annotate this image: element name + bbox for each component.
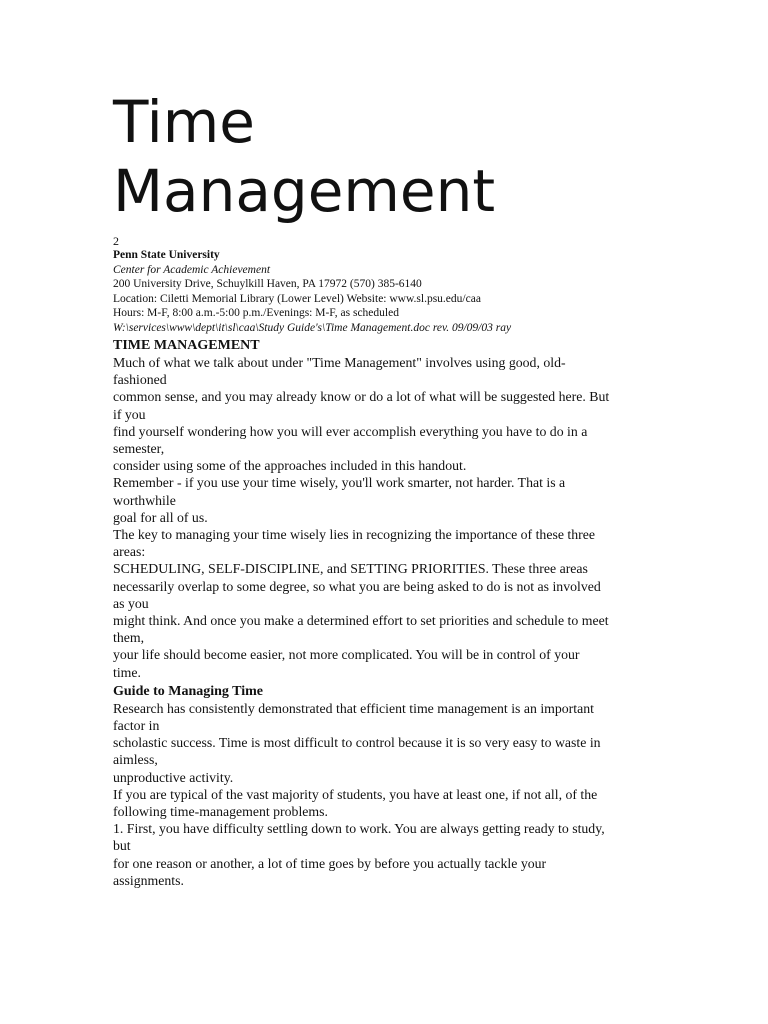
text-line: The key to managing your time wisely lies in recognizing the importance of these three <box>113 527 595 543</box>
text-line: common sense, and you may already know or do a lot of what will be suggested here. But <box>113 389 610 405</box>
text-line: for one reason or another, a lot of time goes by before you actually tackle your <box>113 855 547 871</box>
text-line: necessarily overlap to some degree, so what you are being asked to do is not as involved <box>113 578 601 594</box>
text-line: areas: <box>113 544 146 560</box>
text-line: assignments. <box>113 872 184 888</box>
text-line: Research has consistently demonstrated that efficient time management is an important <box>113 700 594 716</box>
section-heading-time-management: TIME MANAGEMENT <box>113 338 260 353</box>
text-line: consider using some of the approaches included in this handout. <box>113 458 467 474</box>
text-line: as you <box>113 595 149 611</box>
text-line: unproductive activity. <box>113 769 234 785</box>
text-line: scholastic success. Time is most difficult to control because it is so very easy to waste in <box>113 735 601 751</box>
text-line: them, <box>113 630 145 646</box>
text-line: SCHEDULING, SELF-DISCIPLINE, and SETTING PRIORITIES. These three areas <box>113 561 588 577</box>
text-line: find yourself wondering how you will ever accomplish everything you have to do in a <box>113 423 588 439</box>
text-line: aimless, <box>113 752 158 768</box>
text-line: 1. First, you have difficulty settling down to work. You are always getting ready to study, <box>113 821 605 837</box>
center-name: Center for Academic Achievement <box>113 263 271 276</box>
text-line: fashioned <box>113 372 167 388</box>
section1-body <box>113 354 673 681</box>
header-block <box>113 248 673 335</box>
text-line: time. <box>113 664 141 680</box>
text-line: following time-management problems. <box>113 804 328 820</box>
text-line: if you <box>113 406 146 422</box>
text-line: If you are typical of the vast majority of students, you have at least one, if not all, of the <box>113 786 598 802</box>
document-page <box>113 88 673 889</box>
location-line: Location: Ciletti Memorial Library (Lower Level) Website: www.sl.psu.edu/caa <box>113 292 481 305</box>
university-name: Penn State University <box>113 249 220 261</box>
file-path-line: W:\services\www\dept\it\sl\caa\Study Guide's\Time Management.doc rev. 09/09/03 ray <box>113 321 512 334</box>
section-heading-guide: Guide to Managing Time <box>113 683 264 699</box>
page-number: 2 <box>113 234 119 248</box>
text-line: worthwhile <box>113 492 176 508</box>
text-line: might think. And once you make a determined effort to set priorities and schedule to meet <box>113 613 609 629</box>
hours-line: Hours: M-F, 8:00 a.m.-5:00 p.m./Evenings: M-F, as scheduled <box>113 307 399 319</box>
text-line: factor in <box>113 718 160 734</box>
text-line: but <box>113 838 131 854</box>
text-line: your life should become easier, not more complicated. You will be in control of your <box>113 647 580 663</box>
text-line: semester, <box>113 441 165 457</box>
address-line: 200 University Drive, Schuylkill Haven, PA 17972 (570) 385-6140 <box>113 278 422 290</box>
section2-body <box>113 700 673 889</box>
text-line: Remember - if you use your time wisely, you'll work smarter, not harder. That is a <box>113 475 566 491</box>
text-line: Much of what we talk about under "Time Management" involves using good, old- <box>113 355 566 370</box>
document-title: Time Management <box>113 88 496 225</box>
text-line: goal for all of us. <box>113 509 208 525</box>
